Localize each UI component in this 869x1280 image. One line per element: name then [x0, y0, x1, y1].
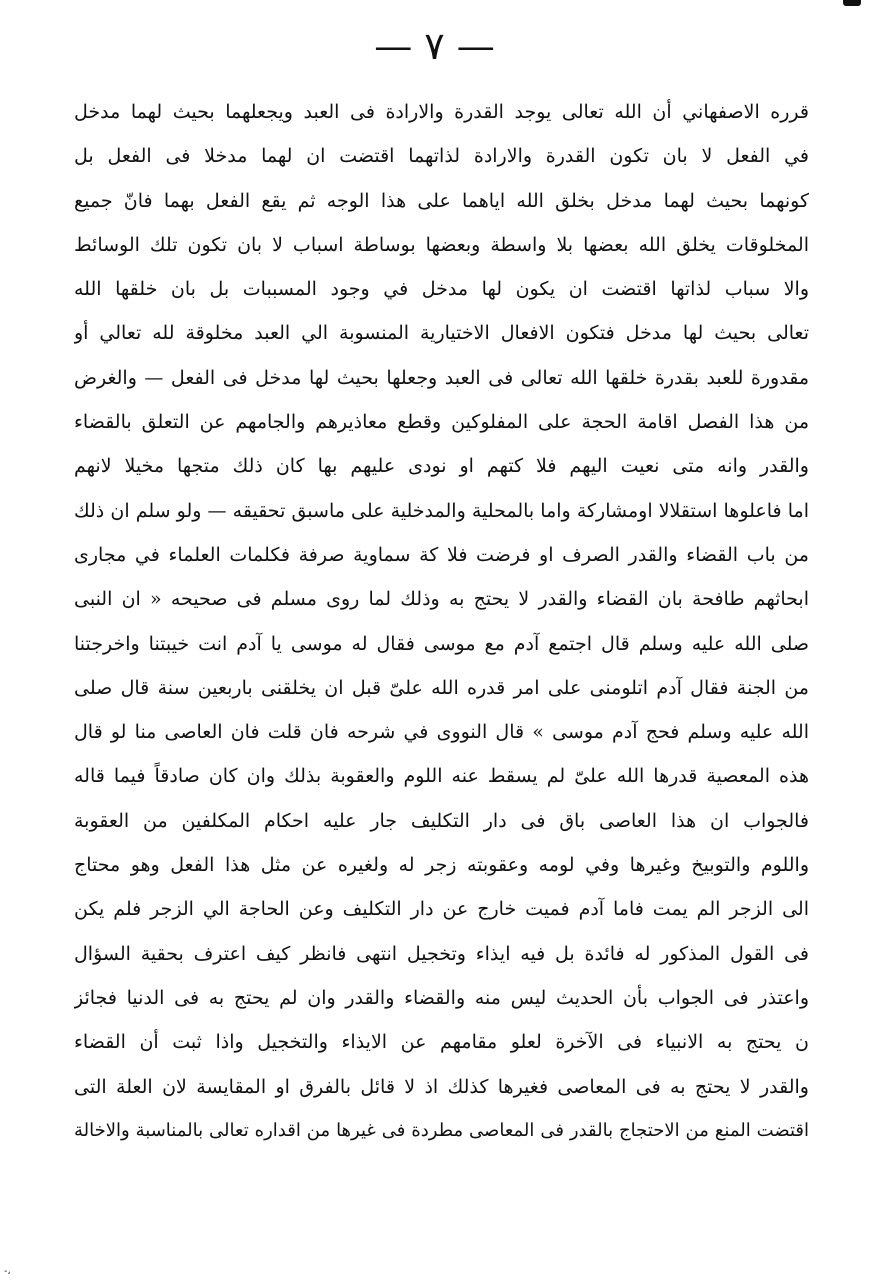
text-body	[74, 90, 809, 1153]
text-line: هذه المعصية قدرها الله علىّ لم يسقط عنه اللوم والعقوبة بذلك وان كان صادقاً فيما قاله	[74, 765, 809, 788]
text-line: اما فاعلوها استقلالا اومشاركة واما بالمحلية والمدخلية على ماسبق تحقيقه — ولو سلم ان ذلك	[74, 499, 809, 522]
page-number: — ٧ —	[374, 24, 495, 68]
text-line: الى الزجر الم يمت فاما آدم فميت خارج عن دار التكليف وعن الحاجة الي الزجر فلم يكن	[74, 898, 809, 921]
text-line: والا سباب لذاتها اقتضت ان يكون لها مدخل في وجود المسببات بل بان خلقها الله	[74, 278, 809, 301]
text-line: ابحاثهم طافحة بان القضاء والقدر لا يحتج به وذلك لما روى مسلم فى صحيحه « ان النبى	[74, 588, 809, 611]
text-line: من هذا الفصل اقامة الحجة على المفلوكين وقطع معاذيرهم والجامهم عن التعلق بالقضاء	[74, 411, 809, 434]
text-line: كونهما بحيث لهما مدخل بخلق الله اياهما على هذا الوجه ثم يقع الفعل بهما فانّ جميع	[74, 189, 809, 212]
text-line: اقتضت المنع من الاحتجاج بالقدر فى المعاصى مطردة فى غيرها من اقداره تعالى بالمناسبة والاخالة	[74, 1119, 809, 1141]
text-line: مقدورة للعبد بقدرة خلقها الله تعالى فى العبد وجعلها بحيث لها مدخل فى الفعل — والغرض	[74, 366, 809, 389]
text-line: الله عليه وسلم فحج آدم موسى » قال النووى في شرحه فان قلت فان العاصى منا لو قال	[74, 721, 809, 744]
text-line: المخلوقات يخلق الله بعضها بلا واسطة وبعضها بوساطة اسباب لا بان تكون تلك الوسائط	[74, 233, 809, 256]
text-line: ن يحتج به الانبياء فى الآخرة لعلو مقامهم عن الايذاء والتخجيل واذا ثبت أن القضاء	[74, 1031, 809, 1054]
text-line: تعالى بحيث لها مدخل فتكون الافعال الاختيارية المنسوبة الي العبد مخلوقة لله تعالي أو	[74, 322, 809, 345]
text-line: من باب القضاء والقدر الصرف او فرضت فلا كة سماوية صرفة فكلمات العلماء في مجارى	[74, 543, 809, 566]
text-line: والقدر وانه متى نعيت اليهم فلا كتهم او نودى عليهم بها كان ذلك متجها مخيلا لانهم	[74, 455, 809, 478]
text-line: فى القول المذكور له فائدة بل فيه ايذاء وتخجيل انتهى فانظر كيف اعترف بحقية السؤال	[74, 942, 809, 965]
text-line: صلى الله عليه وسلم قال اجتمع آدم مع موسى فقال له موسى يا آدم انت خيبتنا واخرجتنا	[74, 632, 809, 655]
text-line: واعتذر فى الجواب بأن الحديث ليس منه والقضاء والقدر وان لم يحتج به فى الدنيا فجائز	[74, 986, 809, 1009]
text-line: فالجواب ان هذا العاصى باق فى دار التكليف جار عليه احكام المكلفين من العقوبة	[74, 809, 809, 832]
text-line: قرره الاصفهاني أن الله تعالى يوجد القدرة والارادة فى العبد ويجعلهما بحيث لهما مدخل	[74, 101, 809, 123]
corner-ink-mark	[843, 0, 861, 6]
text-line: في الفعل لا بان تكون القدرة والارادة لذاتهما اقتضت ان لهما مدخلا فى الفعل بل	[74, 145, 809, 168]
text-line: واللوم والتوبيخ وغيرها وفي لومه وعقوبته زجر له ولغيره عن مثل هذا الفعل وهو محتاج	[74, 854, 809, 877]
text-line: والقدر لا يحتج به فى المعاصى فغيرها كذلك اذ لا قائل بالفرق او المقايسة لان العلة التى	[74, 1075, 809, 1098]
bottom-margin-mark: -،	[4, 1266, 11, 1277]
text-line: من الجنة فقال آدم اتلومنى على امر قدره الله علىّ قبل ان يخلقنى باربعين سنة قال صلى	[74, 676, 809, 699]
